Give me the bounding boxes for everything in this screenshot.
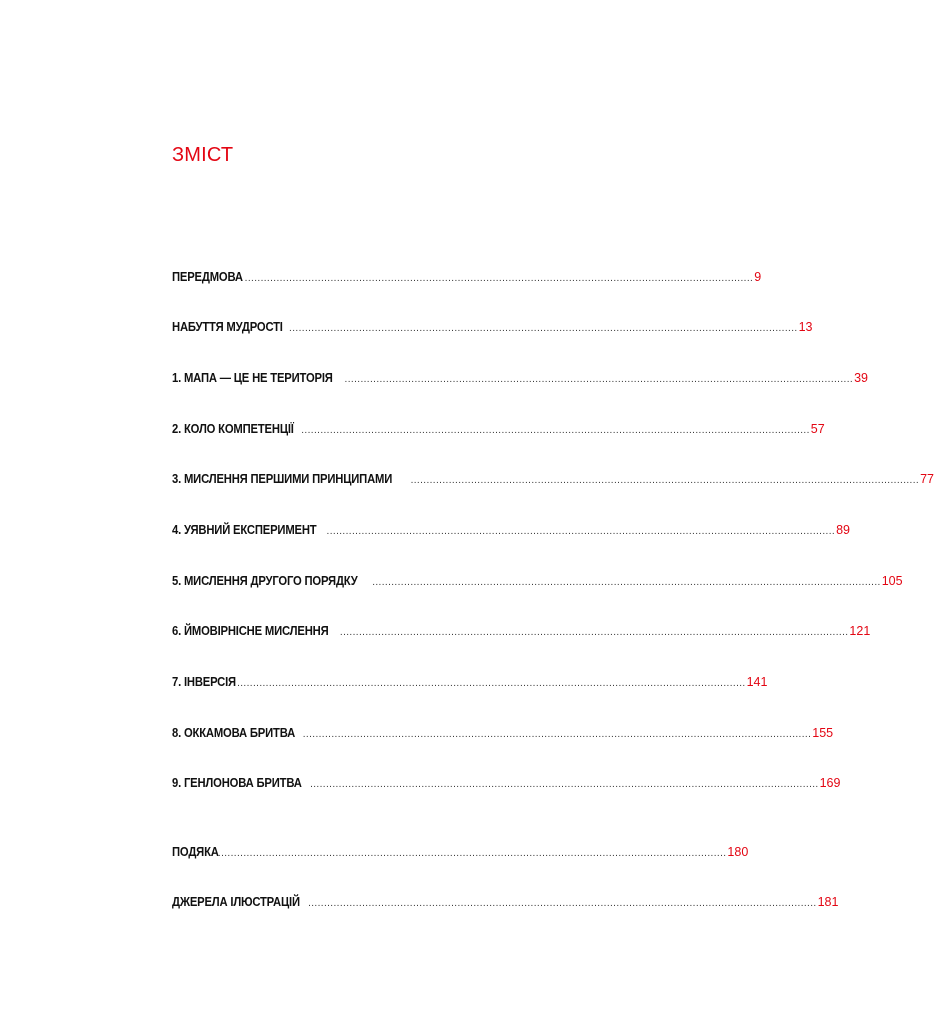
toc-entry-page-number: 39 (854, 371, 868, 385)
toc-entry[interactable] (172, 724, 834, 742)
dot-leader: ................................................................................................................................................................ (310, 779, 819, 790)
toc-entry-label: 7. ІНВЕРСІЯ (172, 675, 236, 689)
toc-entry-page-number: 181 (817, 895, 839, 909)
toc-entry[interactable] (172, 893, 839, 911)
toc-entry[interactable] (172, 774, 841, 792)
toc-entry-page-number: 9 (754, 270, 762, 284)
dot-leader: ................................................................................................................................................................ (410, 475, 920, 486)
toc-entry[interactable] (172, 420, 825, 438)
toc-entry[interactable] (172, 572, 903, 590)
toc-entry[interactable] (172, 470, 934, 488)
toc-entry-label: 2. КОЛО КОМПЕТЕНЦІЇ (172, 422, 294, 436)
toc-entry[interactable] (172, 673, 768, 691)
toc-entry-label: 9. ГЕНЛОНОВА БРИТВА (172, 776, 302, 790)
toc-entry[interactable] (172, 369, 868, 387)
toc-entry-page-number: 121 (849, 624, 871, 638)
toc-entry-page-number: 105 (881, 574, 903, 588)
toc-entry-label: 8. ОККАМОВА БРИТВА (172, 726, 296, 740)
toc-entry-page-number: 13 (798, 320, 813, 334)
toc-entry-label: 3. МИСЛЕННЯ ПЕРШИМИ ПРИНЦИПАМИ (172, 472, 393, 486)
dot-leader: ................................................................................................................................................................ (372, 577, 881, 588)
dot-leader: ................................................................................................................................................................ (339, 627, 849, 638)
dot-leader: ................................................................................................................................................................ (289, 323, 798, 334)
dot-leader: ................................................................................................................................................................ (217, 848, 727, 859)
toc-entry-label: ДЖЕРЕЛА ІЛЮСТРАЦІЙ (172, 895, 300, 909)
dot-leader: ................................................................................................................................................................ (344, 374, 854, 385)
dot-leader: ................................................................................................................................................................ (237, 678, 746, 689)
toc-entry[interactable] (172, 521, 850, 539)
toc-entry-label: НАБУТТЯ МУДРОСТІ (172, 320, 283, 334)
toc-entry-label: ПЕРЕДМОВА (172, 270, 243, 284)
toc-entry[interactable] (172, 318, 813, 336)
dot-leader: ................................................................................................................................................................ (244, 273, 754, 284)
dot-leader: ................................................................................................................................................................ (326, 526, 836, 537)
dot-leader: ................................................................................................................................................................ (308, 898, 817, 909)
toc-entry-page-number: 141 (746, 675, 768, 689)
toc-entry-page-number: 169 (819, 776, 841, 790)
toc-entry-page-number: 57 (810, 422, 825, 436)
toc-entry-label: 6. ЙМОВІРНІСНЕ МИСЛЕННЯ (172, 624, 329, 638)
page-title: ЗМІСТ (172, 144, 234, 166)
dot-leader: ................................................................................................................................................................ (302, 729, 812, 740)
toc-entry[interactable] (172, 843, 749, 861)
toc-entry-page-number: 89 (836, 523, 850, 537)
toc-entry-label: 1. МАПА — ЦЕ НЕ ТЕРИТОРІЯ (172, 371, 333, 385)
dot-leader: ................................................................................................................................................................ (301, 425, 810, 436)
toc-entry-page-number: 77 (920, 472, 934, 486)
toc-entry-label: 5. МИСЛЕННЯ ДРУГОГО ПОРЯДКУ (172, 574, 358, 588)
toc-entry-label: 4. УЯВНИЙ ЕКСПЕРИМЕНТ (172, 523, 317, 537)
toc-entry-page-number: 155 (812, 726, 834, 740)
toc-entry-label: ПОДЯКА (172, 845, 219, 859)
toc-entry-page-number: 180 (727, 845, 749, 859)
toc-entry[interactable] (172, 268, 762, 286)
toc-entry[interactable] (172, 622, 871, 640)
